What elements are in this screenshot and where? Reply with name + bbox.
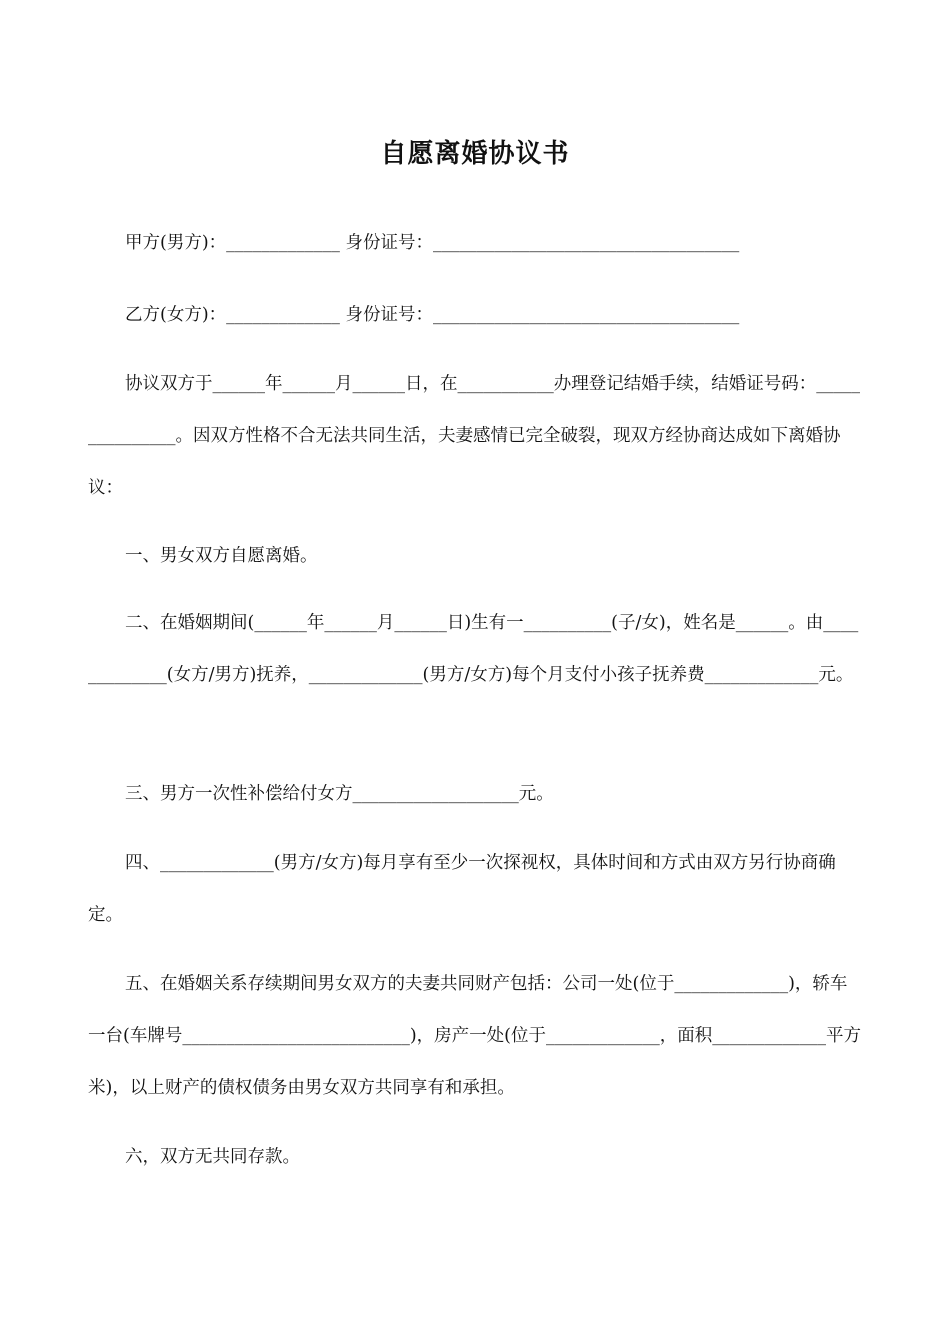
clause-1: 一、男女双方自愿离婚。 <box>125 546 318 566</box>
clause-4: 四、_____________(男方/女方)每月享有至少一次探视权，具体时间和方式由双方另行协商确定。 <box>88 853 836 925</box>
party-b-line: 乙方(女方)：_____________ 身份证号：___________________________________ <box>125 305 740 325</box>
clause-6: 六，双方无共同存款。 <box>125 1147 300 1167</box>
clause-5: 五、在婚姻关系存续期间男女双方的夫妻共同财产包括：公司一处(位于_____________)，轿车一台(车牌号__________________________)，房产一处(位于_____________，面积_____________平方米)，以上财产的债权债务由男女双方共同享有和承担。 <box>88 974 861 1098</box>
intro-paragraph: 协议双方于______年______月______日，在___________办理登记结婚手续，结婚证号码：_______________。因双方性格不合无法共同生活，夫妻感情已完全破裂，现双方经协商达成如下离婚协议： <box>88 374 860 498</box>
document-title: 自愿离婚协议书 <box>380 139 570 169</box>
party-a-line: 甲方(男方)：_____________ 身份证号：___________________________________ <box>125 233 740 253</box>
clause-3: 三、男方一次性补偿给付女方___________________元。 <box>125 784 554 804</box>
clause-2: 二、在婚姻期间(______年______月______日)生有一__________(子/女)，姓名是______。由_____________(女方/男方)抚养，_____________(男方/女方)每个月支付小孩子抚养费_____________元。 <box>88 613 859 685</box>
